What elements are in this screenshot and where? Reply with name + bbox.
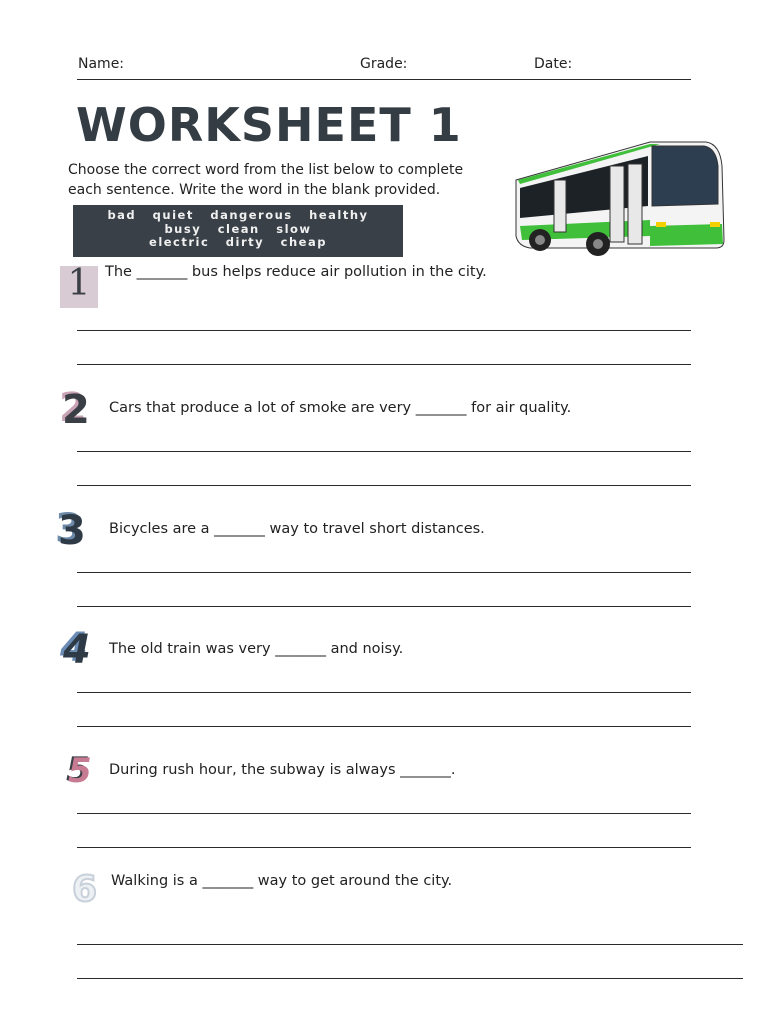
grade-label: Grade:: [360, 56, 408, 72]
question-text: The _______ bus helps reduce air pollution in the city.: [105, 264, 487, 280]
answer-line[interactable]: [77, 944, 743, 945]
question-text: Walking is a _______ way to get around the city.: [111, 873, 453, 889]
question-number-badge: 5: [68, 751, 92, 791]
answer-line[interactable]: [77, 813, 691, 814]
question-text: Bicycles are a _______ way to travel short distances.: [109, 521, 485, 537]
answer-line[interactable]: [77, 978, 743, 979]
word-bank-row: busy clean slow: [164, 221, 312, 236]
answer-line[interactable]: [77, 485, 691, 486]
worksheet-title: WORKSHEET 1: [76, 98, 462, 152]
answer-line[interactable]: [77, 606, 691, 607]
question-number-badge: 1: [60, 266, 98, 308]
bus-illustration: [510, 136, 730, 258]
question-number-badge: 6: [72, 869, 98, 910]
question-number-badge: 2: [62, 387, 90, 433]
instructions-text: Choose the correct word from the list below to complete each sentence. Write the word in the blank provided.: [68, 162, 464, 198]
answer-line[interactable]: [77, 451, 691, 452]
question-text: During rush hour, the subway is always _______.: [109, 762, 456, 778]
answer-line[interactable]: [77, 847, 691, 848]
answer-line[interactable]: [77, 726, 691, 727]
answer-line[interactable]: [77, 364, 691, 365]
word-bank-row: electric dirty cheap: [149, 235, 327, 249]
date-label: Date:: [534, 56, 573, 72]
answer-line[interactable]: [77, 330, 691, 331]
answer-line[interactable]: [77, 572, 691, 573]
word-bank: [73, 205, 403, 257]
name-label: Name:: [78, 56, 125, 72]
question-text: Cars that produce a lot of smoke are very _______ for air quality.: [109, 400, 572, 416]
answer-line[interactable]: [77, 692, 691, 693]
header-rule: [77, 79, 691, 80]
question-number-badge: 4: [63, 627, 91, 673]
question-number-badge: 3: [58, 508, 86, 554]
word-bank-row: bad quiet dangerous healthy: [107, 208, 369, 222]
question-text: The old train was very _______ and noisy.: [109, 641, 404, 657]
